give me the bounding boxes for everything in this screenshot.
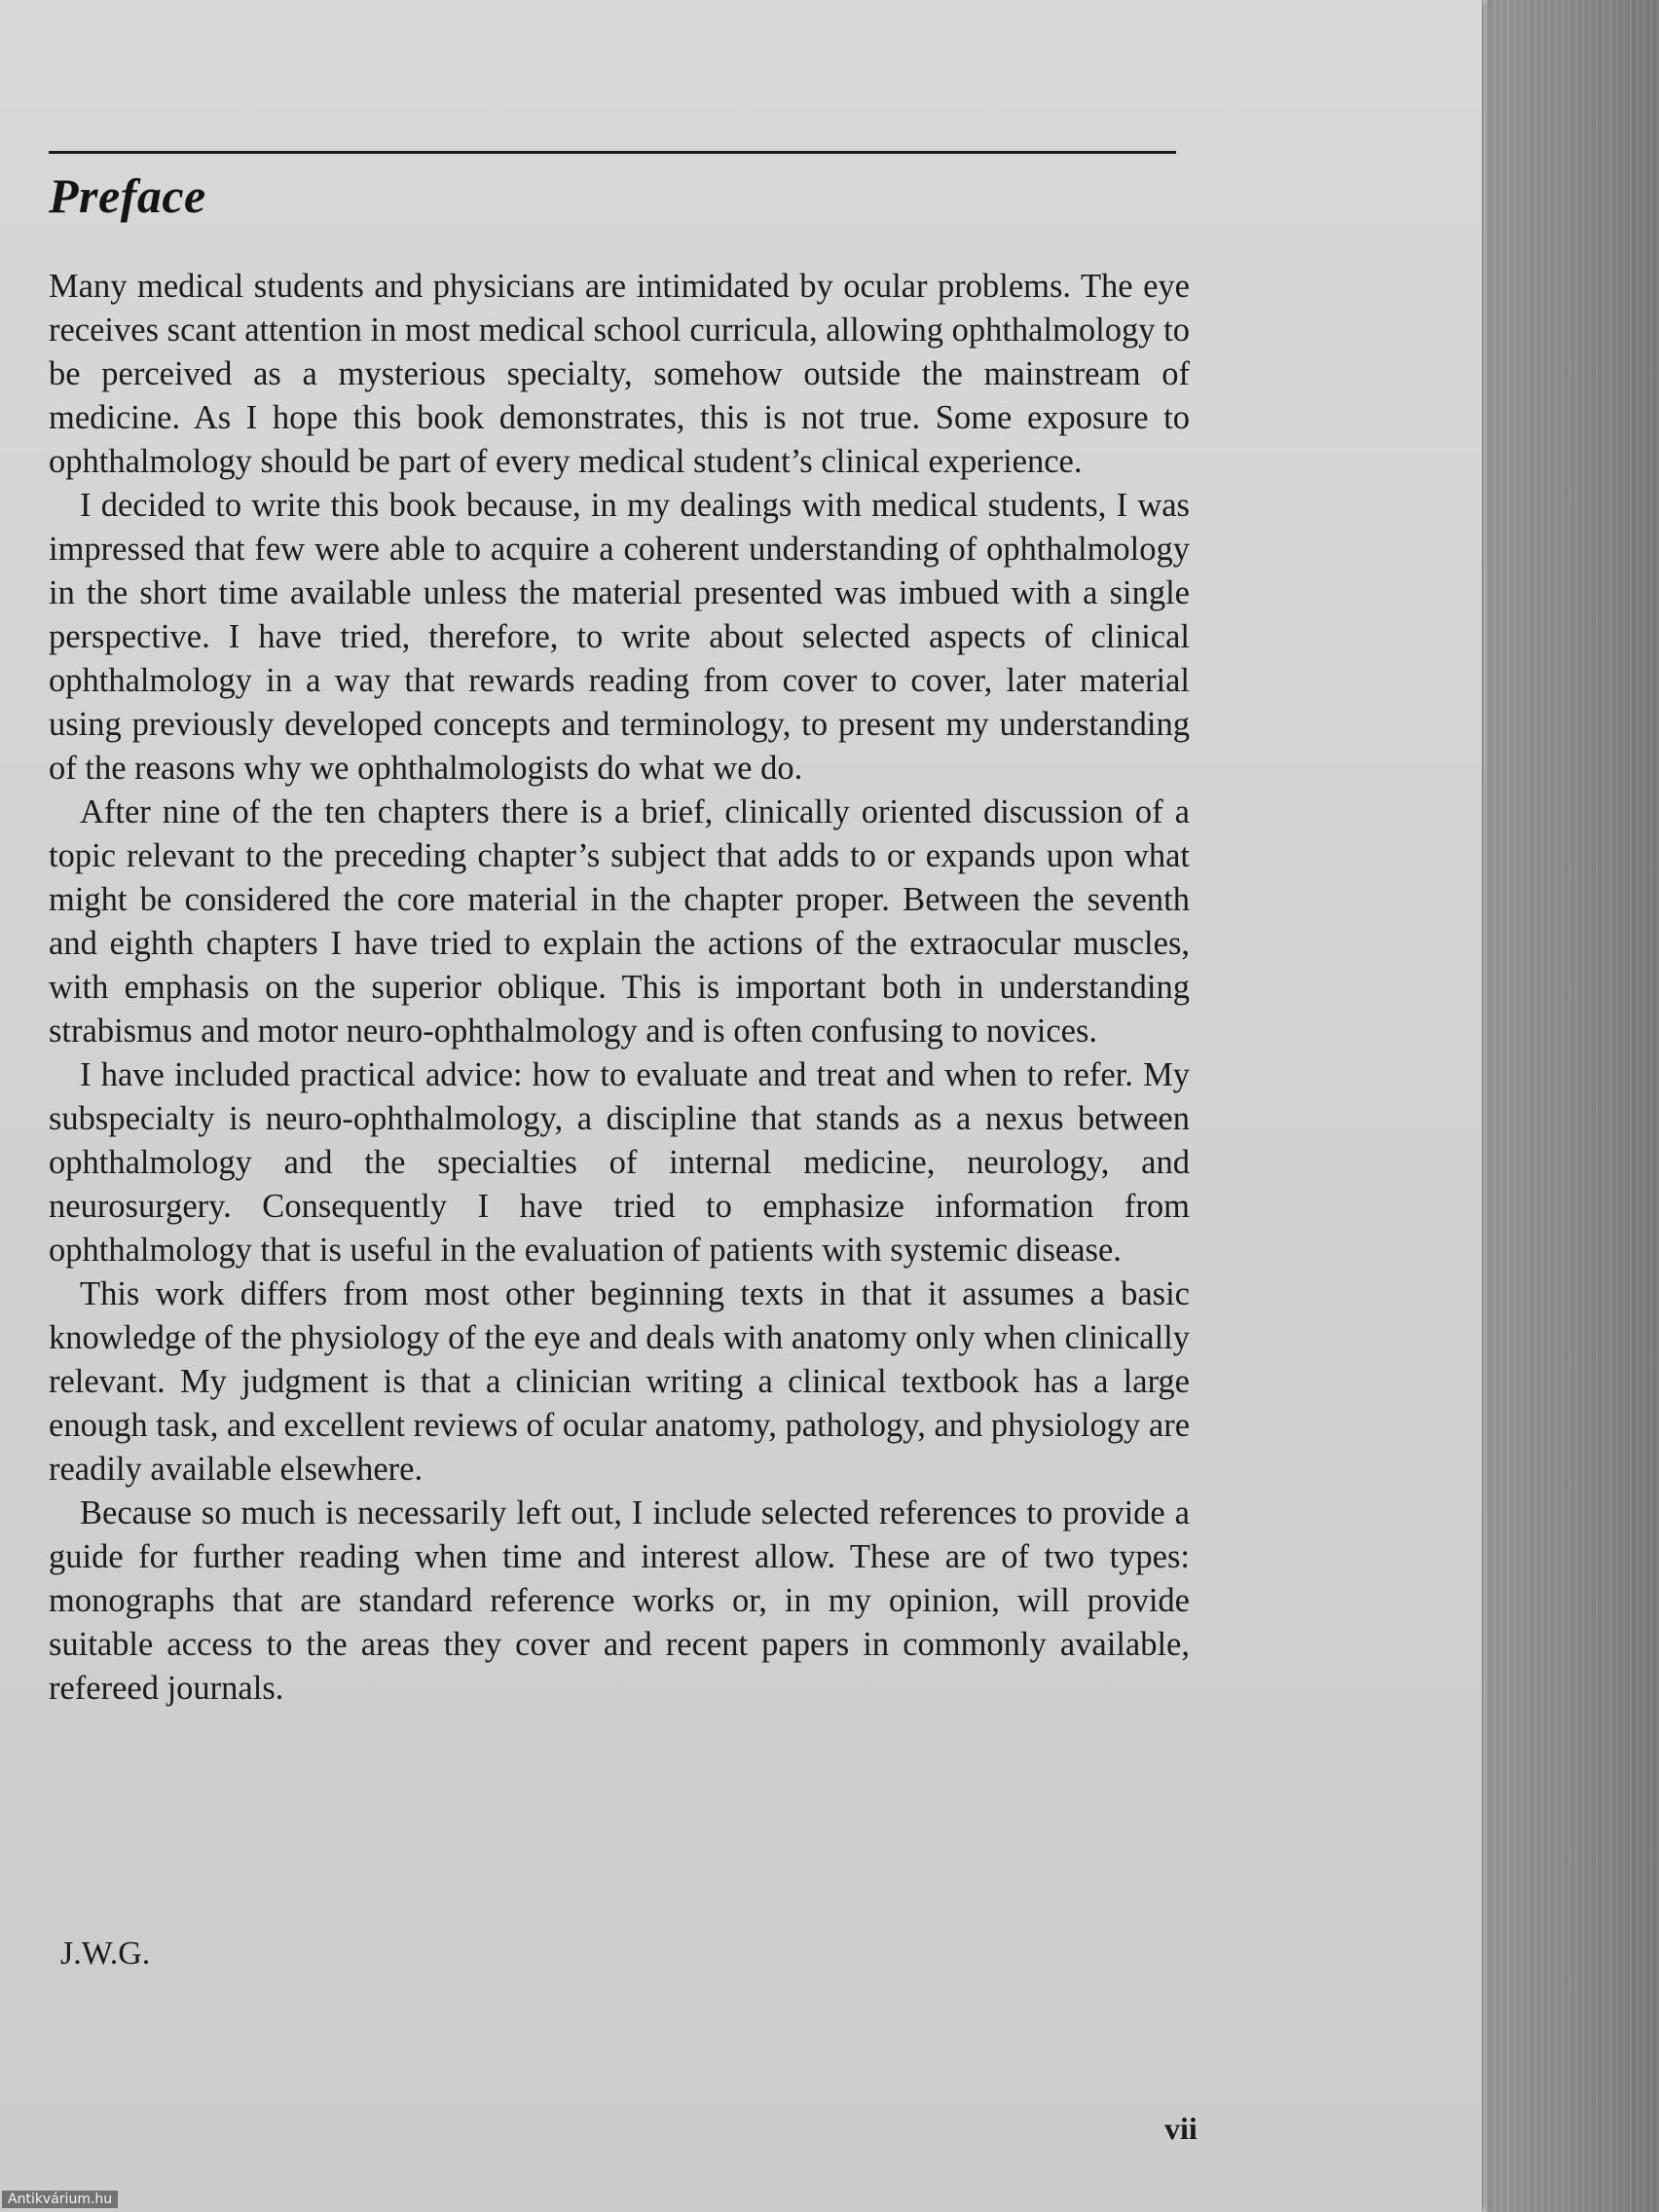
page-title: Preface <box>49 168 206 223</box>
paragraph-2: I decided to write this book because, in my dealings with medical students, I was impressed that few were able to acquire a coherent understanding of ophthalmology in the short time available unless the material presented was imbued with a single perspective. I have tried, therefore, to write about selected aspects of clinical ophthalmology in a way that rewards reading from cover to cover, later material using previously developed concepts and terminology, to present my understanding of the reasons why we ophthalmologists do what we do. <box>49 487 1190 787</box>
paragraph-1: Many medical students and physicians are intimidated by ocular problems. The eye receives scant attention in most medical school curricula, allowing ophthalmology to be perceived as a mysterious specialty, somehow outside the mainstream of medicine. As I hope this book demonstrates, this is not true. Some exposure to ophthalmology should be part of every medical student’s clinical experience. <box>49 268 1190 480</box>
page-edge <box>1482 0 1488 2212</box>
page-number: vii <box>1164 2111 1198 2146</box>
watermark: Antikvárium.hu <box>2 2191 118 2208</box>
paragraph-5: This work differs from most other beginning texts in that it assumes a basic knowledge of the physiology of the eye and deals with anatomy only when clinically relevant. My judgment is that a clinician writing a clinical textbook has a large enough task, and excellent reviews of ocular anatomy, pathology, and physiology are readily available elsewhere. <box>49 1275 1191 1488</box>
paragraph-6: Because so much is necessarily left out, I include selected references to provide a guide for further reading when time and interest allow. These are of two types: monographs that are standard reference works or, in my opinion, will provide suitable access to the areas they cover and recent papers in commonly available, refereed journals. <box>49 1494 1190 1707</box>
header-rule <box>49 151 1176 154</box>
preface-body <box>49 265 1190 1711</box>
author-signature: J.W.G. <box>60 1936 151 1972</box>
paragraph-3: After nine of the ten chapters there is a brief, clinically oriented discussion of a topic relevant to the preceding chapter’s subject that adds to or expands upon what might be considered the core material in the chapter proper. Between the seventh and eighth chapters I have tried to explain the actions of the extraocular muscles, with emphasis on the superior oblique. This is important both in understanding strabismus and motor neuro-ophthalmology and is often confusing to novices. <box>49 793 1190 1050</box>
paragraph-4: I have included practical advice: how to evaluate and treat and when to refer. My subspecialty is neuro-ophthalmology, a discipline that stands as a nexus between ophthalmology and the specialties of internal medicine, neurology, and neurosurgery. Consequently I have tried to emphasize information from ophthalmology that is useful in the evaluation of patients with systemic disease. <box>49 1056 1190 1269</box>
background-surface <box>1480 0 1659 2212</box>
